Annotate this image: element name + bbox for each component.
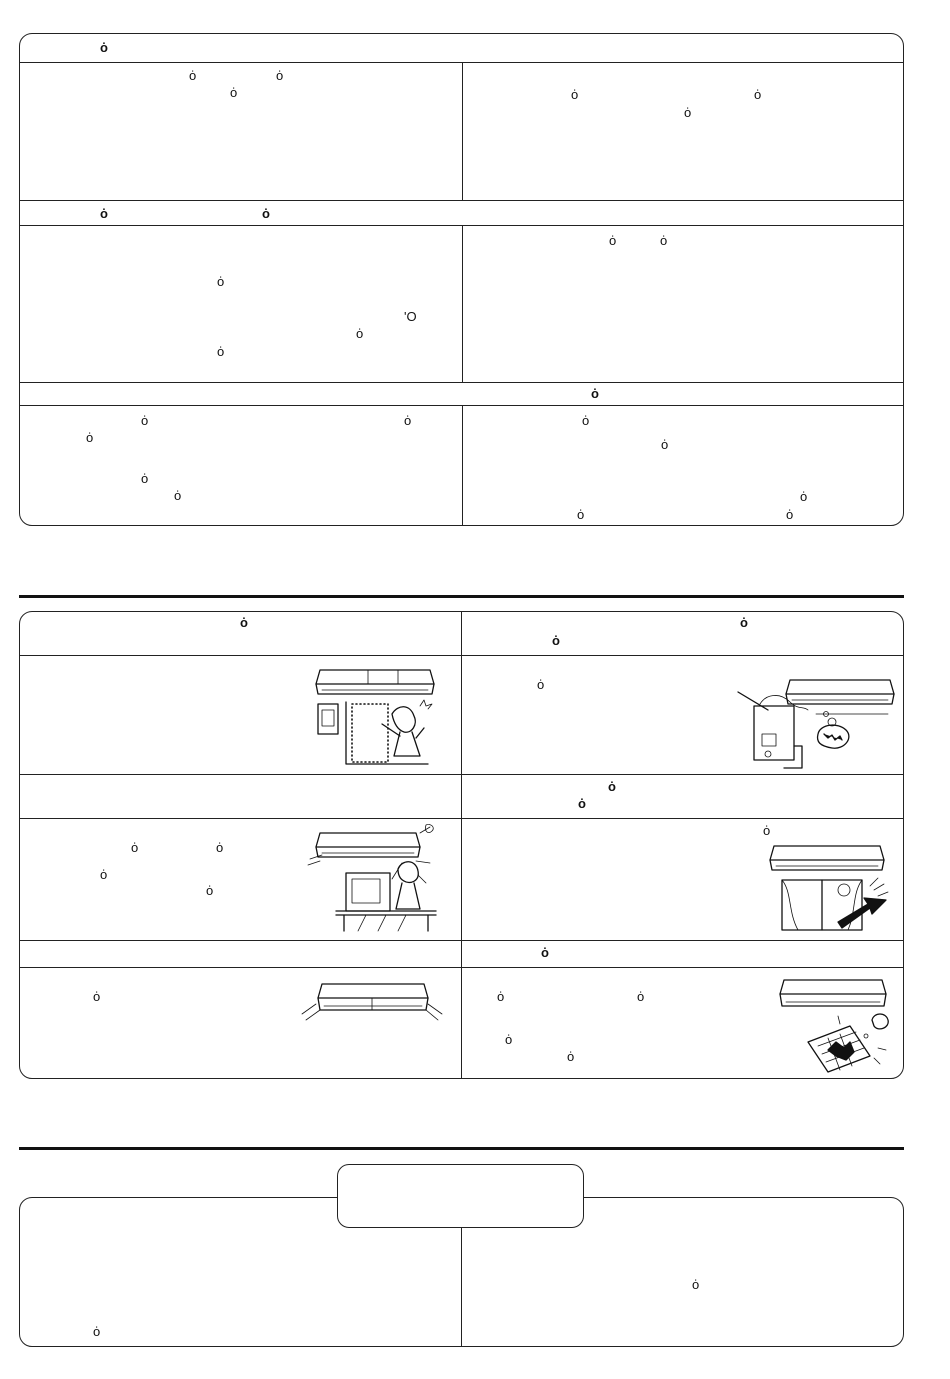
text-glyph: ȯ <box>189 68 197 83</box>
curtain-unit-illustration <box>308 664 438 766</box>
tv-unit-illustration <box>306 823 442 935</box>
text-glyph: ȯ <box>216 840 224 855</box>
text-glyph: ȯ <box>537 677 545 692</box>
divider <box>19 774 904 775</box>
text-glyph: ȯ <box>93 989 101 1004</box>
text-glyph: ȯ <box>800 489 808 504</box>
text-glyph: ȯ <box>217 344 225 359</box>
text-glyph: ȯ <box>206 883 214 898</box>
text-glyph: ȯ <box>93 1324 101 1339</box>
column-divider <box>461 611 462 1079</box>
text-glyph: ȯ <box>637 989 645 1004</box>
text-glyph: ȯ <box>692 1277 700 1292</box>
window-unit-illustration <box>768 842 892 934</box>
text-glyph: ȯ <box>661 437 669 452</box>
cell-header-glyph: ȯ <box>740 615 748 630</box>
divider <box>19 967 904 968</box>
text-glyph: ȯ <box>609 233 617 248</box>
column-divider <box>462 62 463 200</box>
text-glyph: ȯ <box>684 105 692 120</box>
row-header-glyph: ȯ <box>591 386 599 401</box>
text-glyph: ȯ <box>660 233 668 248</box>
text-glyph: ȯ <box>763 823 771 838</box>
cell-header-glyph: ȯ <box>552 633 560 648</box>
text-glyph: ȯ <box>131 840 139 855</box>
divider <box>19 940 904 941</box>
section-rule <box>19 1147 904 1150</box>
text-glyph: ȯ <box>174 488 182 503</box>
row-header-glyph: ȯ <box>100 40 108 55</box>
divider <box>19 818 904 819</box>
text-glyph: ȯ <box>404 413 412 428</box>
cell-header-glyph: ȯ <box>578 796 586 811</box>
cell-header-glyph: ȯ <box>608 779 616 794</box>
cell-header-glyph: ȯ <box>240 615 248 630</box>
heater-unit-illustration <box>738 676 898 772</box>
text-glyph: ȯ <box>497 989 505 1004</box>
text-glyph: ȯ <box>100 867 108 882</box>
text-glyph: ȯ <box>141 413 149 428</box>
text-glyph: ȯ <box>505 1032 513 1047</box>
column-divider <box>461 1227 462 1347</box>
text-glyph: ȯ <box>786 507 794 522</box>
text-glyph: ȯ <box>230 85 238 100</box>
text-glyph: ȯ <box>141 471 149 486</box>
airflow-unit-illustration <box>300 980 444 1028</box>
text-glyph: ȯ <box>754 87 762 102</box>
text-glyph: ȯ <box>582 413 590 428</box>
section-rule <box>19 595 904 598</box>
text-glyph: ȯ <box>577 507 585 522</box>
cell-header-glyph: ȯ <box>541 945 549 960</box>
divider <box>19 200 904 201</box>
text-glyph: ȯ <box>217 274 225 289</box>
text-glyph: 'O <box>404 309 417 324</box>
row-header-glyph: ȯ <box>100 206 108 221</box>
row-header-glyph: ȯ <box>262 206 270 221</box>
divider <box>19 382 904 383</box>
text-glyph: ȯ <box>276 68 284 83</box>
column-divider <box>462 405 463 526</box>
section3-title-box <box>337 1164 584 1228</box>
text-glyph: ȯ <box>356 326 364 341</box>
filter-unit-illustration <box>778 976 894 1076</box>
text-glyph: ȯ <box>571 87 579 102</box>
text-glyph: ȯ <box>567 1049 575 1064</box>
text-glyph: ȯ <box>86 430 94 445</box>
divider <box>19 655 904 656</box>
column-divider <box>462 225 463 382</box>
